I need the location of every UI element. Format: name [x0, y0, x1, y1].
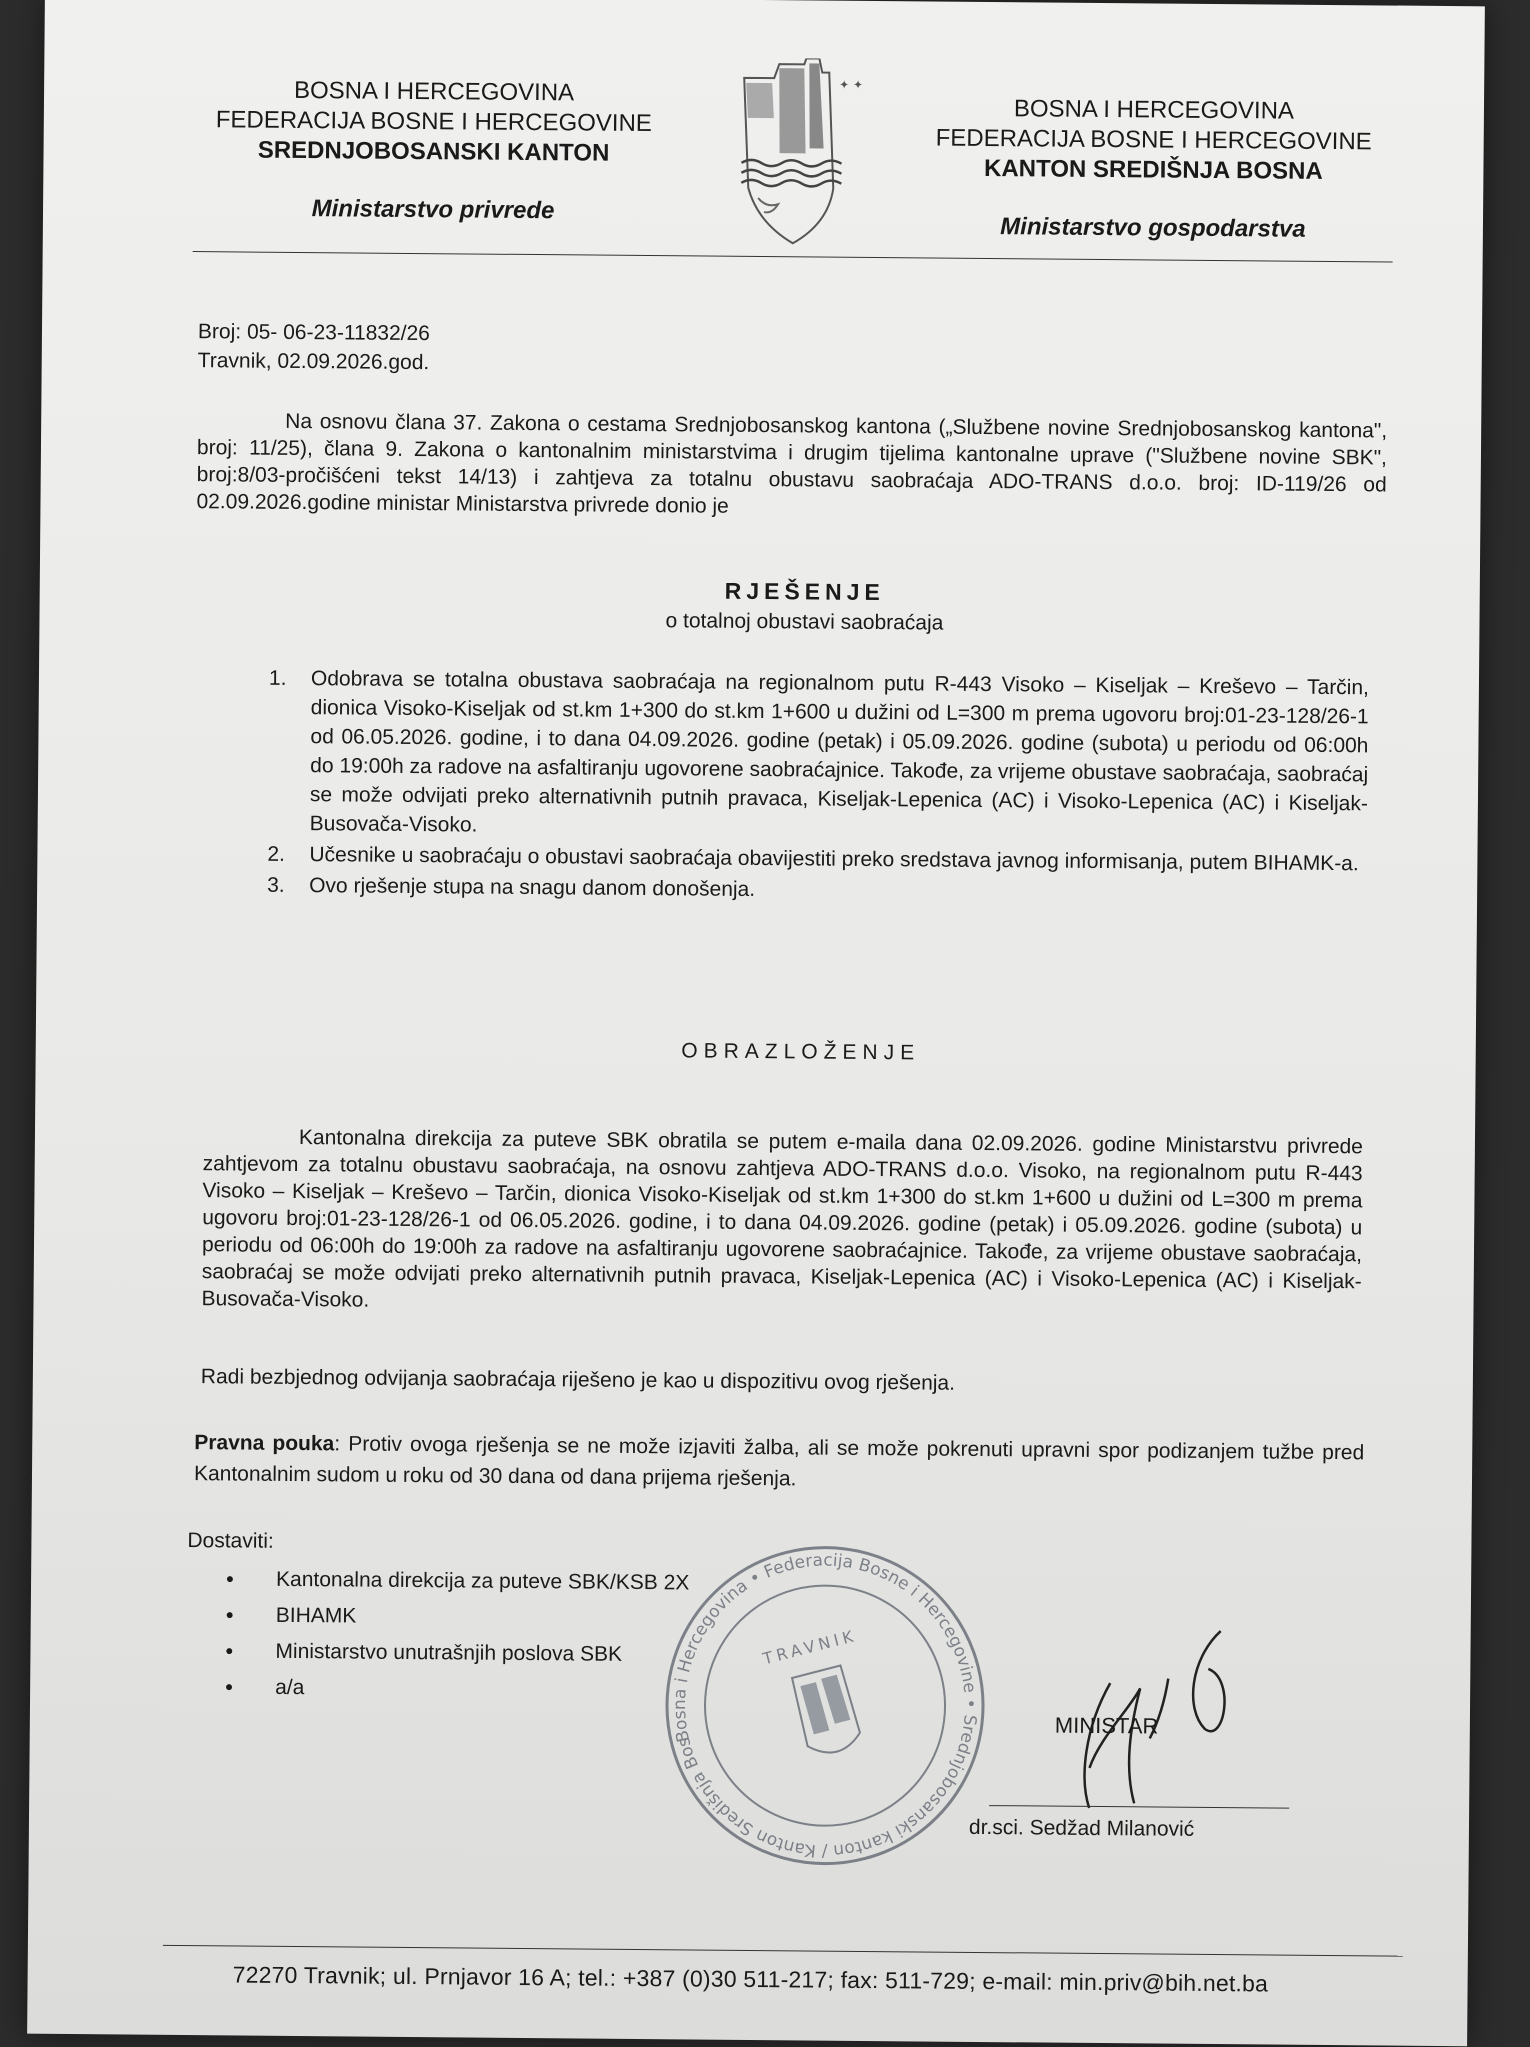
distribution-item: • Ministarstvo unutrašnjih poslova SBK: [225, 1633, 689, 1673]
footer-divider: [163, 1945, 1403, 1957]
item-number: 3.: [267, 873, 285, 897]
footer-contact: 72270 Travnik; ul. Prnjavor 16 A; tel.: +387 (0)30 511-217; fax: 511-729; e-mail: min.priv@bih.net.ba: [232, 1961, 1269, 1997]
item-text: Ovo rješenje stupa na snagu danom donošenja.: [309, 874, 756, 901]
signatory-name: dr.sci. Sedžad Milanović: [968, 1815, 1195, 1841]
header-federation-alt: FEDERACIJA BOSNE I HERCEGOVINE: [935, 124, 1372, 156]
distribution-list: [225, 1561, 690, 1709]
legal-remedy: [194, 1427, 1364, 1499]
canton-coat-of-arms-icon: [733, 58, 865, 249]
reasoning-paragraph: Kantonalna direkcija za puteve SBK obratila se putem e-maila dana 02.09.2026. godine Ministarstvu privrede zahtjevom za totalnu obustavu saobraćaja, na osnovu zahtjeva ADO-TRANS d.o.o. Visoko, na regionalnom putu R-443 Visoko – Kiseljak – Kreševo – Tarčin, dionica Visoko-Kiseljak od st.km 1+300 do st.km 1+600 u dužini od L=300 m prema ugovoru broj:01-23-128/26-1 od 06.05.2026. godine, i to dana 04.09.2026. godine (petak) i 05.09.2026. godine (subota) u periodu od 06:00h do 19:00h za radove na asfaltiranju ugovorene saobraćajnice. Takođe, za vrijeme obustave saobraćaja, saobraćaj se može odvijati preko alternativnih putnih pravaca, Kiseljak-Lepenica (AC) i Visoko-Lepenica (AC) i Kiseljak-Busovača-Visoko.: [201, 1126, 1364, 1312]
intro-paragraph: Na osnovu člana 37. Zakona o cestama Srednjobosanskog kantona („Službene novine Srednjobosanskog kantona", broj: 11/25), člana 9. Zakona o kantonalnim ministarstvima i drugim tijelima kantonalne uprave ("Službene novine SBK", broj:8/03-pročišćeni tekst 14/13) i zahtjeva za totalnu obustavu saobraćaja ADO-TRANS d.o.o. broj: ID-119/26 od 02.09.2026.godine ministar Ministarstva privrede donio je: [196, 409, 1388, 518]
decision-title: RJEŠENJE: [724, 577, 885, 606]
stamp-ring-path: Bosna i Hercegovina • Federacija Bosne i Hercegovine • Srednjobosanski kanton / Kanton Središnja Bosna: [669, 1550, 981, 1861]
reasoning-conclusion: Radi bezbjednog odvijanja saobraćaja riješeno je kao u dispozitivu ovog rješenja.: [200, 1365, 956, 1395]
reasoning-title: OBRAZLOŽENJE: [681, 1039, 921, 1065]
reference-place-date: Travnik, 02.09.2026.god.: [197, 349, 430, 375]
header-federation: FEDERACIJA BOSNE I HERCEGOVINE: [215, 106, 652, 138]
legal-remedy-text: : Protiv ovoga rješenja se ne može izjaviti žalba, ali se može pokrenuti upravni spor podizanjem tužbe pred Kantonalnim sudom u roku od 30 dana od dana prijema rješenja.: [193, 1432, 1365, 1491]
signatory-title: MINISTAR: [1054, 1712, 1159, 1739]
header-divider: [193, 251, 1393, 262]
document-page: [27, 0, 1485, 2046]
item-number: 2.: [267, 842, 286, 866]
header-canton-alt: KANTON SREDIŠNJA BOSNA: [983, 154, 1323, 185]
distribution-item: • BIHAMK: [226, 1597, 690, 1637]
header-left: [173, 75, 694, 228]
item-text: Učesnike u saobraćaju o obustavi saobraćaja obavijestiti preko sredstava javnog informisanja, putem BIHAMK-a.: [309, 843, 1359, 876]
official-stamp-icon: [659, 1539, 992, 1872]
item-number: 1.: [268, 666, 287, 690]
header-canton: SREDNJOBOSANSKI KANTON: [257, 136, 610, 167]
stamp-inner-text: TRAVNIK: [760, 1625, 859, 1669]
item-text: Odobrava se totalna obustava saobraćaja na regionalnom putu R-443 Visoko – Kiseljak – Kreševo – Tarčin, dionica Visoko-Kiseljak od st.km 1+300 do st.km 1+600 u dužini od L=300 m prema ugovoru broj:01-23-128/26-1 od 06.05.2026. godine, i to dana 04.09.2026. godine (petak) i 05.09.2026. godine (subota) u periodu od 06:00h do 19:00h za radove na asfaltiranju ugovorene saobraćajnice. Takođe, za vrijeme obustave saobraćaja, saobraćaj se može odvijati preko alternativnih putnih pravaca, Kiseljak-Lepenica (AC) i Visoko-Lepenica (AC) i Kiseljak-Busovača-Visoko.: [309, 667, 1370, 837]
header-country: BOSNA I HERCEGOVINA: [293, 76, 575, 107]
reference-number: Broj: 05- 06-23-11832/26: [197, 320, 431, 346]
distribution-item: • a/a: [225, 1669, 689, 1709]
stamp-ring-text: [659, 1539, 992, 1872]
reference-block: [198, 317, 430, 377]
legal-remedy-label: Pravna pouka: [194, 1431, 335, 1456]
distribution-title: Dostaviti:: [187, 1529, 274, 1553]
distribution-item: • Kantonalna direkcija za puteve SBK/KSB 2X: [226, 1561, 690, 1601]
decision-subtitle: o totalnoj obustavi saobraćaja: [665, 609, 944, 635]
decision-item: [268, 664, 1369, 848]
header-country-alt: BOSNA I HERCEGOVINA: [1013, 95, 1295, 125]
header-right: [893, 93, 1414, 246]
svg-text:✦ ✦: ✦ ✦: [839, 77, 864, 92]
header-ministry: Ministarstvo privrede: [311, 195, 555, 225]
decision-items: [267, 664, 1369, 912]
header-ministry-alt: Ministarstvo gospodarstva: [1000, 213, 1306, 243]
